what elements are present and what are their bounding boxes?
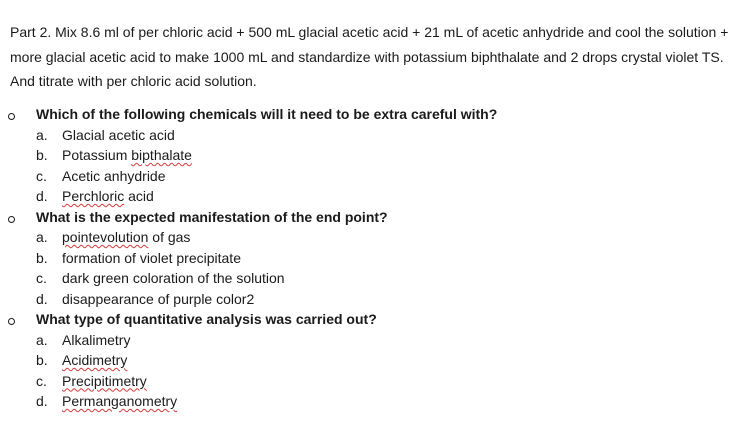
question-item bbox=[0, 309, 745, 412]
option-text-part: Glacial acetic acid bbox=[62, 126, 175, 143]
option-text-part: acid bbox=[124, 188, 154, 204]
option-text bbox=[62, 166, 166, 187]
spellcheck-flagged-word: Acidimetry bbox=[62, 352, 128, 368]
option-letter: b. bbox=[36, 147, 48, 163]
option-item bbox=[0, 227, 745, 248]
option-letter: d. bbox=[36, 393, 48, 409]
question-item bbox=[0, 104, 745, 207]
option-item bbox=[0, 391, 745, 412]
option-letter: c. bbox=[36, 372, 47, 389]
option-letter: a. bbox=[36, 126, 48, 143]
option-letter: c. bbox=[36, 167, 47, 184]
spellcheck-flagged-word: bipthalate bbox=[131, 147, 192, 163]
option-list bbox=[0, 227, 745, 309]
option-item bbox=[0, 145, 745, 166]
intro-paragraph: Part 2. Mix 8.6 ml of per chloric acid + 500 mL glacial acetic acid + 21 mL of acetic anhydride and cool the solution + more glacial acetic acid to make 1000 mL and standardize with potassium biphthalate and 2 drops crystal violet TS. And titrate with per chloric acid solution. bbox=[10, 24, 729, 89]
option-text-part: of gas bbox=[148, 229, 191, 245]
option-text-part: Alkalimetry bbox=[62, 331, 131, 348]
option-text bbox=[62, 145, 192, 166]
hollow-circle-bullet-icon bbox=[8, 216, 15, 223]
option-letter: d. bbox=[36, 290, 48, 307]
option-item bbox=[0, 186, 745, 207]
option-letter: a. bbox=[36, 229, 48, 245]
option-item bbox=[0, 371, 745, 392]
question-text: Which of the following chemicals will it need to be extra careful with? bbox=[36, 106, 498, 122]
question-list bbox=[0, 104, 745, 412]
option-text bbox=[62, 227, 190, 248]
option-letter: a. bbox=[36, 331, 48, 348]
option-letter: b. bbox=[36, 249, 48, 266]
question-text: What is the expected manifestation of the end point? bbox=[36, 208, 388, 225]
option-text bbox=[62, 289, 254, 310]
option-text-part: formation of violet precipitate bbox=[62, 249, 241, 266]
option-letter: c. bbox=[36, 270, 47, 286]
spellcheck-flagged-word: Perchloric bbox=[62, 188, 125, 204]
option-item bbox=[0, 289, 745, 310]
option-text bbox=[62, 125, 175, 146]
option-list bbox=[0, 330, 745, 412]
question-item bbox=[0, 207, 745, 310]
option-text-part: Potassium bbox=[62, 147, 132, 163]
option-item bbox=[0, 350, 745, 371]
option-letter: d. bbox=[36, 188, 48, 204]
hollow-circle-bullet-icon bbox=[8, 318, 15, 325]
spellcheck-flagged-word: Precipitimetry bbox=[62, 372, 147, 389]
option-list bbox=[0, 125, 745, 207]
spellcheck-flagged-word: pointevolution bbox=[62, 229, 149, 245]
option-item bbox=[0, 125, 745, 146]
option-text-part: dark green coloration of the solution bbox=[62, 270, 285, 286]
option-text bbox=[62, 330, 130, 351]
option-item bbox=[0, 166, 745, 187]
hollow-circle-bullet-icon bbox=[8, 113, 15, 120]
option-text bbox=[62, 350, 127, 371]
option-item bbox=[0, 330, 745, 351]
option-text bbox=[62, 186, 154, 207]
option-text bbox=[62, 371, 147, 392]
option-item bbox=[0, 268, 745, 289]
option-text-part: disappearance of purple color2 bbox=[62, 290, 255, 307]
option-text bbox=[62, 268, 285, 289]
question-text: What type of quantitative analysis was carried out? bbox=[36, 311, 377, 327]
spellcheck-flagged-word: Permanganometry bbox=[62, 393, 178, 409]
option-text bbox=[62, 248, 241, 269]
option-text bbox=[62, 391, 177, 412]
option-letter: b. bbox=[36, 352, 48, 368]
option-text-part: Acetic anhydride bbox=[62, 167, 166, 184]
option-item bbox=[0, 248, 745, 269]
